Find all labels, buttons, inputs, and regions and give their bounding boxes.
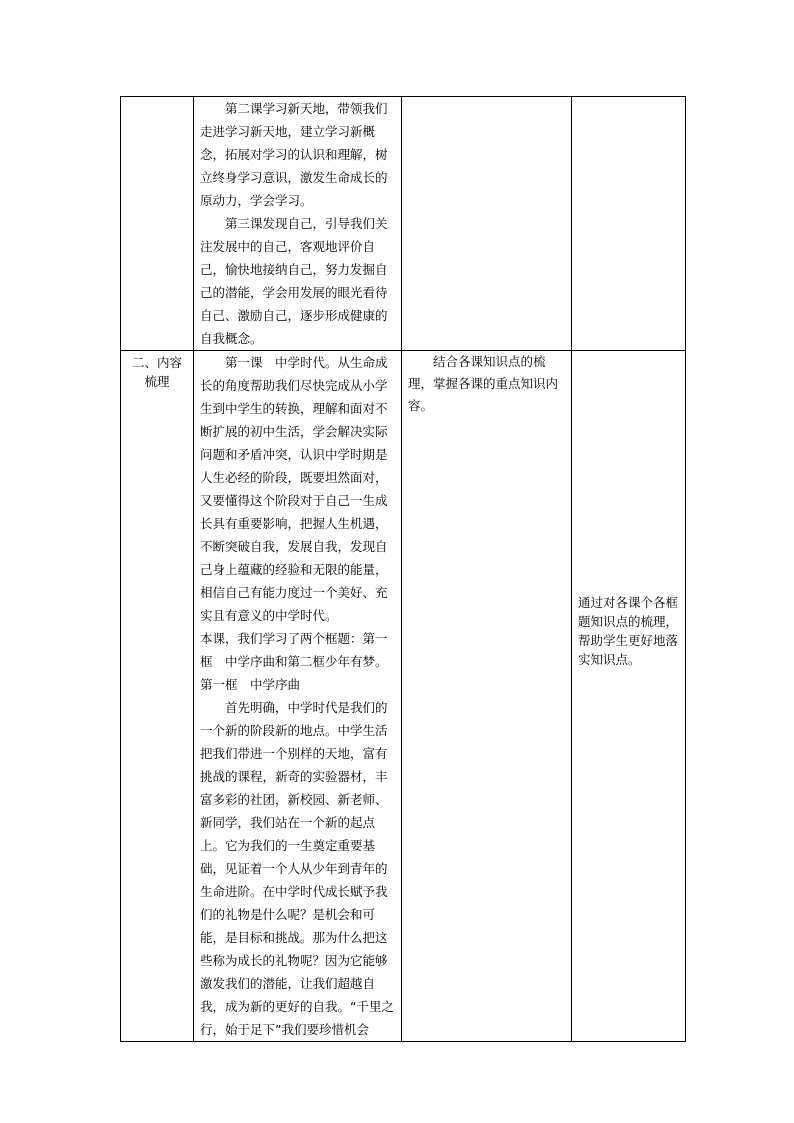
lesson-summary-paragraph: 本课，我们学习了两个框题：第一框 中学序曲和第二框少年有梦。第一框 中学序曲	[200, 631, 388, 692]
row1-col1-cell	[121, 97, 194, 351]
table-row	[121, 351, 686, 1042]
middle-school-paragraph: 首先明确，中学时代是我们的一个新的阶段新的地点。中学生活把我们带进一个别样的天地，富有挑战的课程，新奇的实验器材，丰富多彩的社团，新校园、新老师、新同学，我们站在一个新的起点上。它为我们的一生奠定重要基础，见证着一个人从少年到青年的生命进阶。在中学时代成长赋予我们的礼物是什么呢？是机会和可能，是目标和挑战。那为什么把这些称为成长的礼物呢？因为它能够激发我们的潜能，让我们超越自我，成为新的更好的自我。“千里之行，始于足下”我们要珍惜机会	[200, 700, 394, 1037]
row1-col2-cell	[194, 97, 402, 351]
design-intent-text: 通过对各课个各框题知识点的梳理，帮助学生更好地落实知识点。	[578, 595, 679, 667]
row2-col2-cell	[194, 351, 402, 1042]
lesson-3-paragraph: 第三课发现自己，引导我们关注发展中的自己，客观地评价自己，愉快地接纳自己，努力发掘自己的潜能，学会用发展的眼光看待自己、激励自己，逐步形成健康的自我概念。	[200, 216, 388, 346]
teaching-goal-text: 结合各课知识点的梳理，掌握各课的重点知识内容。	[408, 354, 559, 413]
lesson-1-paragraph: 第一课 中学时代。从生命成长的角度帮助我们尽快完成从小学生到中学生的转换，理解和面对不断扩展的初中生活，学会解决实际问题和矛盾冲突，认识中学时期是人生必经的阶段，既要坦然面对，又要懂得这个阶段对于自己一生成长具有重要影响，把握人生机遇，不断突破自我，发展自我，发现自己身上蕴藏的经验和无限的能量，相信自己有能力度过一个美好、充实且有意义的中学时代。	[200, 355, 388, 623]
row2-col3-cell	[402, 351, 572, 1042]
section-heading: 二、内容梳理	[131, 355, 182, 389]
row1-col3-cell	[402, 97, 572, 351]
row2-col1-cell	[121, 351, 194, 1042]
row2-col4-cell	[572, 351, 686, 1042]
table-row	[121, 97, 686, 351]
row1-col4-cell	[572, 97, 686, 351]
lesson-2-paragraph: 第二课学习新天地，带领我们走进学习新天地，建立学习新概念，拓展对学习的认识和理解，树立终身学习意识，激发生命成长的原动力，学会学习。	[200, 101, 388, 208]
lesson-plan-table	[120, 96, 686, 1042]
